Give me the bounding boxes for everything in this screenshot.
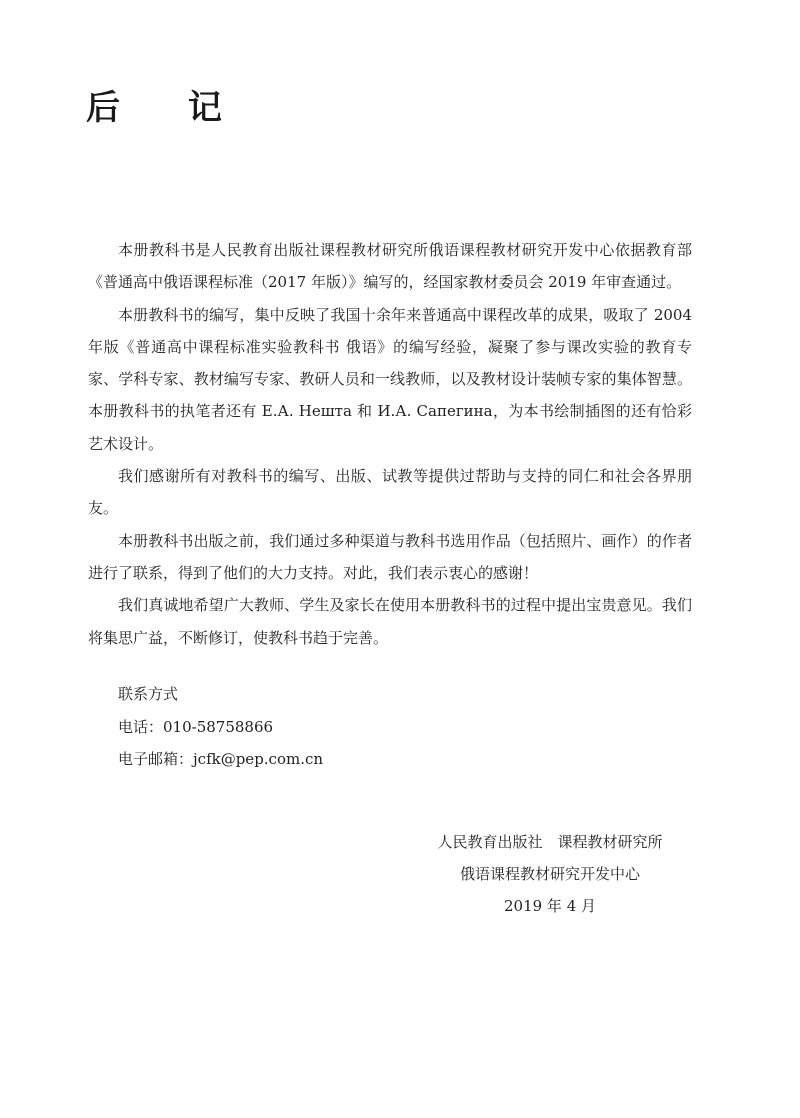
phone-label: 电话：: [118, 717, 164, 736]
paragraph-4: 本册教科书出版之前，我们通过多种渠道与教科书选用作品（包括照片、画作）的作者进行了联系，得到了他们的大力支持。对此，我们表示衷心的感谢！: [88, 531, 692, 582]
email-address: jcfk@pep.com.cn: [193, 750, 324, 768]
page-title: 后 记: [86, 88, 250, 128]
signature-date: 2019 年 4 月: [503, 897, 597, 915]
paragraph-1: 本册教科书是人民教育出版社课程教材研究所俄语课程教材研究开发中心依据教育部《普通高中俄语课程标准（2017 年版）》编写的，经国家教材委员会 2019 年审查通过。: [88, 241, 692, 292]
email-label: 电子邮箱：: [118, 750, 194, 768]
signature-block: [420, 826, 680, 922]
signature-line-1: 人民教育出版社 课程教材研究所: [437, 833, 663, 851]
contact-phone: [118, 711, 323, 744]
afterword-body: [88, 234, 692, 654]
contact-email: [118, 743, 323, 776]
contact-heading-text: 联系方式: [118, 685, 179, 703]
signature-line-2: 俄语课程教材研究开发中心: [459, 865, 640, 883]
paragraph-3: 我们感谢所有对教科书的编写、出版、试教等提供过帮助与支持的同仁和社会各界朋友。: [88, 467, 692, 518]
paragraph-5: 我们真诚地希望广大教师、学生及家长在使用本册教科书的过程中提出宝贵意见。我们将集思广益，不断修订，使教科书趋于完善。: [88, 596, 692, 647]
contact-block: [118, 678, 323, 776]
paragraph-2: 本册教科书的编写，集中反映了我国十余年来普通高中课程改革的成果，吸取了 2004 年版《普通高中课程标准实验教科书 俄语》的编写经验，凝聚了参与课改实验的教育专家、学科专家、教材编写专家、教研人员和一线教师，以及教材设计装帧专家的集体智慧。本册教科书的执笔者还有 Е.А. Нешта 和 И.А. Сапегина，为本书绘制插图的还有恰彩艺术设计。: [88, 305, 692, 453]
phone-number: 010-58758866: [163, 717, 274, 736]
contact-heading: [118, 678, 323, 711]
